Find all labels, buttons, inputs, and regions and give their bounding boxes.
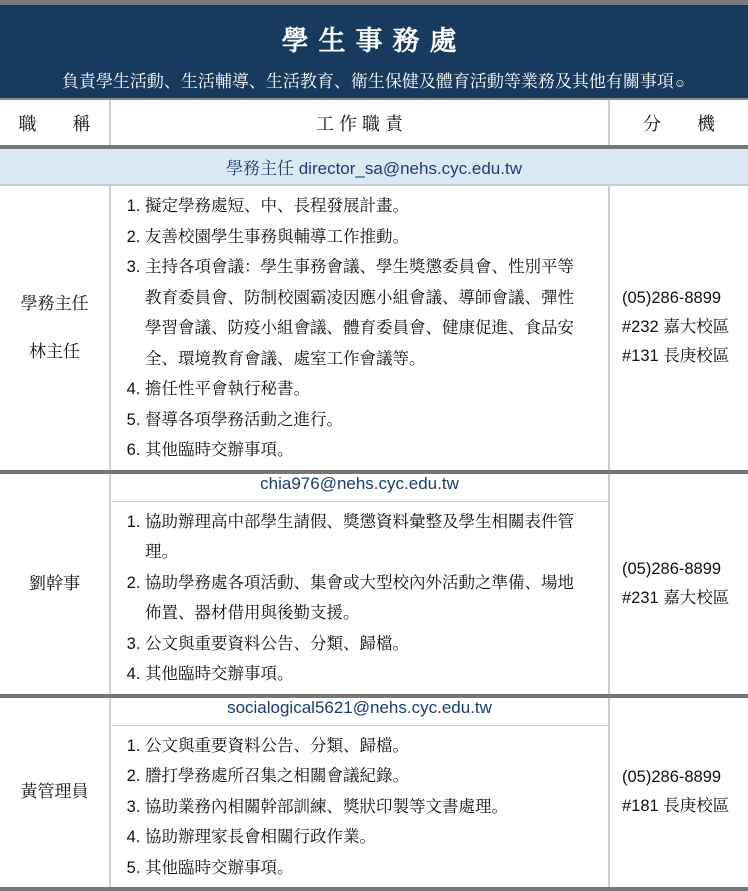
duty-item: 4. 擔任性平會執行秘書。	[145, 374, 590, 405]
subtitle-text: 負責學生活動、生活輔導、生活教育、衛生保健及體育活動等業務及其他有關事項	[61, 72, 674, 91]
extension-line: #131 長庚校區	[622, 347, 730, 366]
table-header-row	[0, 99, 748, 147]
col-ext: 分 機	[609, 99, 748, 147]
extension-cell	[609, 696, 748, 890]
name-line: 黃管理員	[20, 782, 89, 802]
table-row	[0, 696, 748, 890]
name-line: 學務主任	[20, 293, 89, 313]
director-band	[0, 147, 748, 185]
duty-item: 2. 謄打學務處所召集之相關會議紀錄。	[145, 761, 590, 792]
duty-item: 1. 公文與重要資料公告、分類、歸檔。	[145, 731, 590, 762]
staff-name	[0, 696, 110, 890]
staff-email[interactable]: chia976@nehs.cyc.edu.tw	[111, 474, 608, 502]
duties-cell	[110, 472, 609, 696]
col-duties: 工 作 職 責	[110, 99, 609, 147]
extension-line: #181 長庚校區	[622, 797, 730, 816]
extension-cell	[609, 185, 748, 472]
extension-line: (05)286-8899	[622, 768, 722, 787]
duty-item: 1. 擬定學務處短、中、長程發展計畫。	[145, 191, 590, 222]
staff-name	[0, 472, 110, 696]
table-row	[0, 185, 748, 472]
staff-email[interactable]: socialogical5621@nehs.cyc.edu.tw	[111, 698, 608, 726]
duty-item: 2. 友善校園學生事務與輔導工作推動。	[145, 222, 590, 253]
extension-line: #232 嘉大校區	[622, 318, 730, 337]
name-line: 劉幹事	[29, 573, 80, 593]
duty-item: 1. 協助辦理高中部學生請假、獎懲資料彙整及學生相關表件管理。	[145, 507, 590, 568]
duty-item: 4. 其他臨時交辦事項。	[145, 659, 590, 690]
extension-line: (05)286-8899	[622, 559, 722, 578]
duty-item: 3. 主持各項會議：學生事務會議、學生獎懲委員會、性別平等教育委員會、防制校園霸凌因應小組會議、導師會議、彈性學習會議、防疫小組會議、體育委員會、健康促進、食品安全、環境教育會議、處室工作會議等。	[145, 252, 590, 374]
extension-line: #231 嘉大校區	[622, 588, 730, 607]
extension-cell	[609, 472, 748, 696]
staff-table	[0, 98, 748, 891]
duties-list	[111, 726, 608, 888]
col-title: 職 稱	[0, 99, 110, 147]
duty-item: 5. 其他臨時交辦事項。	[145, 853, 590, 884]
emoji-icon: ☺	[673, 76, 687, 90]
director-email[interactable]: 學務主任 director_sa@nehs.cyc.edu.tw	[0, 147, 748, 185]
page-title: 學生事務處	[281, 26, 467, 56]
duty-item: 3. 協助業務內相關幹部訓練、獎狀印製等文書處理。	[145, 792, 590, 823]
staff-name	[0, 185, 110, 472]
duty-item: 3. 公文與重要資料公告、分類、歸檔。	[145, 629, 590, 660]
page-subtitle	[0, 55, 748, 92]
duties-list	[111, 502, 608, 694]
duties-cell	[110, 185, 609, 472]
name-line: 林主任	[29, 341, 80, 361]
duties-list	[111, 186, 608, 470]
duty-item: 2. 協助學務處各項活動、集會或大型校內外活動之準備、場地佈置、器材借用與後勤支援。	[145, 568, 590, 629]
table-row	[0, 472, 748, 696]
duties-cell	[110, 696, 609, 890]
duty-item: 6. 其他臨時交辦事項。	[145, 435, 590, 466]
extension-line: (05)286-8899	[622, 289, 722, 308]
duty-item: 4. 協助辦理家長會相關行政作業。	[145, 822, 590, 853]
page-header	[0, 0, 748, 98]
duty-item: 5. 督導各項學務活動之進行。	[145, 405, 590, 436]
